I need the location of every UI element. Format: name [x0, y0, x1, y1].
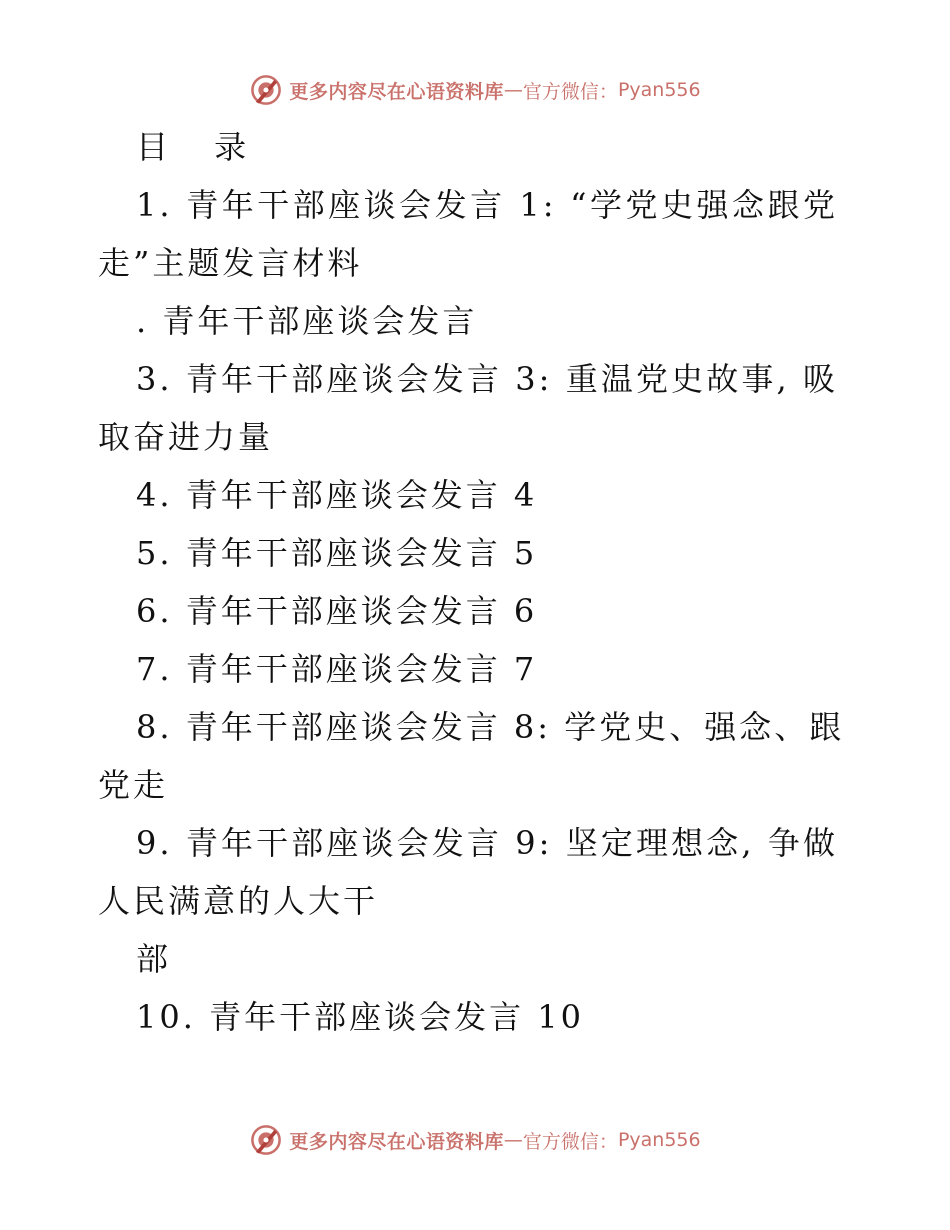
toc-line-15: 10. 青年干部座谈会发言 10 [136, 998, 584, 1036]
feather-pen-logo-icon [249, 73, 283, 107]
header-watermark [0, 70, 950, 110]
watermark-sub-text: 官方微信： [522, 1130, 618, 1153]
toc-line-7: 5. 青年干部座谈会发言 5 [136, 534, 538, 572]
toc-line-4: 3. 青年干部座谈会发言 3: 重温党史故事, 吸 [136, 360, 838, 398]
watermark-main-text: 更多内容尽在心语资料库 [289, 1130, 504, 1153]
toc-line-13: 人民满意的人大干 [98, 882, 379, 920]
footer-watermark [0, 1120, 950, 1160]
feather-pen-logo-icon [249, 1123, 283, 1157]
watermark-sub-text: 官方微信： [522, 80, 618, 103]
toc-line-5: 取奋进力量 [98, 418, 274, 456]
watermark-wechat-id: Pyan556 [617, 79, 701, 101]
watermark-wechat-id: Pyan556 [617, 1129, 701, 1151]
toc-line-8: 6. 青年干部座谈会发言 6 [136, 592, 538, 630]
toc-line-6: 4. 青年干部座谈会发言 4 [136, 476, 538, 514]
table-of-contents [98, 118, 845, 1046]
watermark-main-text: 更多内容尽在心语资料库 [289, 80, 504, 103]
toc-line-1: 1. 青年干部座谈会发言 1: “学党史强念跟党 [136, 186, 838, 224]
toc-line-10: 8. 青年干部座谈会发言 8: 学党史、强念、跟 [136, 708, 845, 746]
toc-line-3: . 青年干部座谈会发言 [136, 302, 478, 340]
toc-line-11: 党走 [98, 766, 169, 804]
toc-title: 目 录 [136, 128, 265, 166]
watermark-dash: — [503, 79, 523, 101]
toc-line-9: 7. 青年干部座谈会发言 7 [136, 650, 538, 688]
toc-line-12: 9. 青年干部座谈会发言 9: 坚定理想念, 争做 [136, 824, 838, 862]
watermark-dash: — [503, 1129, 523, 1151]
toc-line-2: 走”主题发言材料 [98, 244, 363, 282]
toc-line-14: 部 [136, 940, 172, 978]
